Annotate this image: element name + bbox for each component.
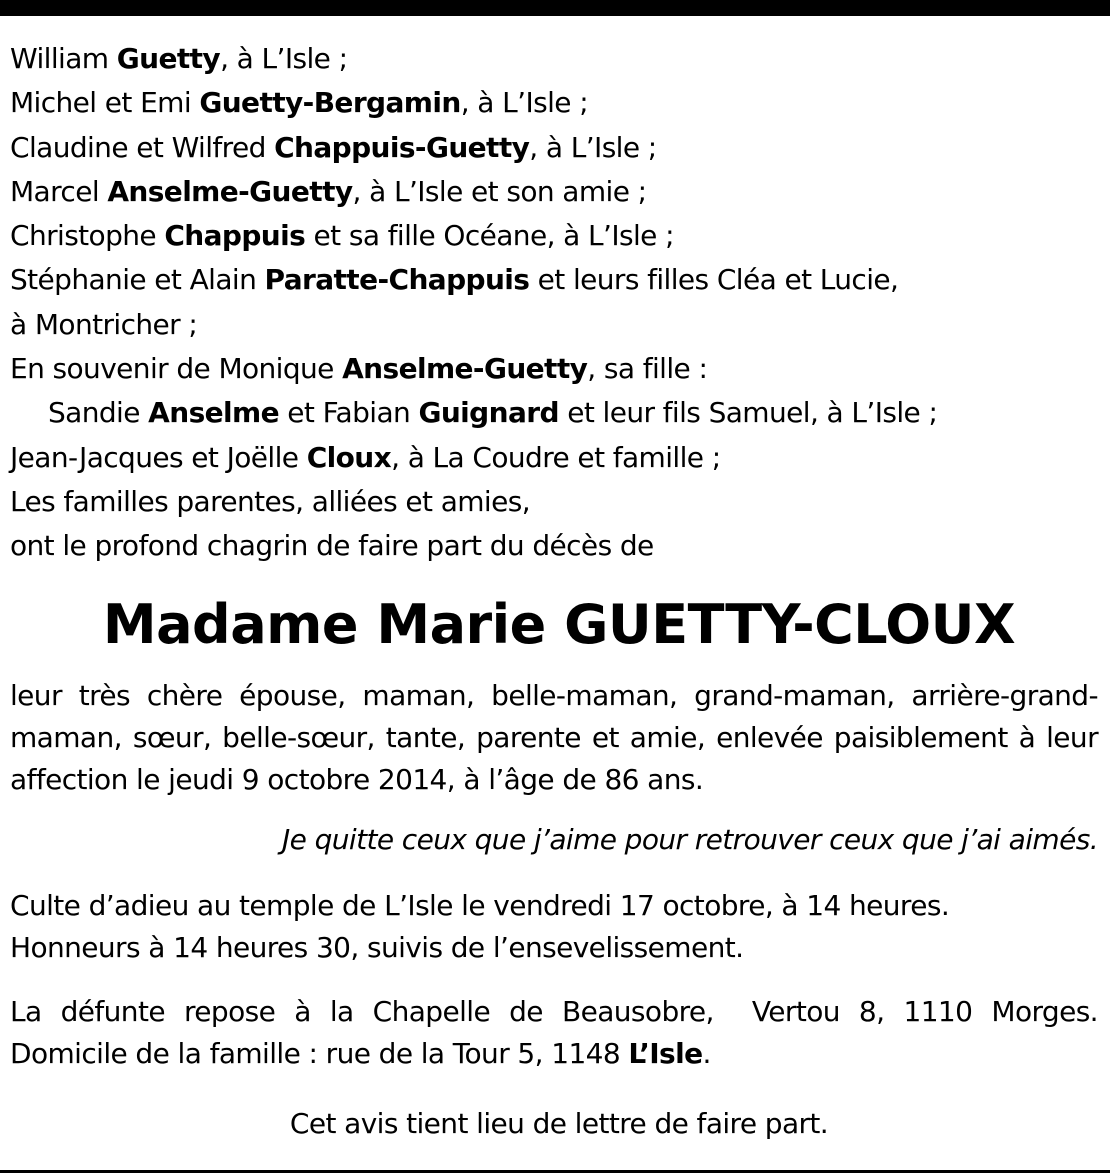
family-surname: Guetty-Bergamin — [199, 86, 461, 120]
family-surname: Cloux — [306, 440, 392, 474]
deceased-name: Madame Marie GUETTY-CLOUX — [102, 592, 1016, 656]
family-line-12: ont le profond chagrin de faire part du décès de — [10, 529, 654, 563]
family-line-2: Michel et Emi Guetty-Bergamin, à L’Isle ; — [10, 86, 589, 120]
family-line-3: Claudine et Wilfred Chappuis-Guetty, à L’Isle ; — [10, 130, 657, 164]
family-line-10: Jean-Jacques et Joëlle Cloux, à La Coudre et famille ; — [10, 440, 721, 474]
family-surname: Anselme-Guetty — [107, 174, 353, 208]
family-line-7: à Montricher ; — [10, 307, 198, 341]
family-surname: Anselme-Guetty — [342, 352, 588, 386]
family-list — [10, 37, 1098, 569]
domicile-town: L’Isle — [628, 1036, 703, 1070]
family-surname: Chappuis-Guetty — [274, 130, 530, 164]
service-info — [10, 885, 1098, 969]
closing-note: Cet avis tient lieu de lettre de faire part. — [289, 1106, 829, 1140]
family-line-11: Les familles parentes, alliées et amies, — [10, 484, 531, 518]
service-line-2: Honneurs à 14 heures 30, suivis de l’ensevelissement. — [10, 930, 744, 964]
family-surname: Anselme — [148, 396, 279, 430]
family-line-1: William Guetty, à L’Isle ; — [10, 42, 348, 75]
family-line-6: Stéphanie et Alain Paratte-Chappuis et leurs filles Cléa et Lucie, — [10, 263, 899, 297]
repose-line-2: Domicile de la famille : rue de la Tour 5, 1148 L’Isle. — [10, 1036, 711, 1070]
family-line-8: En souvenir de Monique Anselme-Guetty, sa fille : — [10, 352, 708, 386]
family-surname: Guetty — [116, 42, 221, 75]
family-surname: Paratte-Chappuis — [264, 263, 530, 297]
family-line-4: Marcel Anselme-Guetty, à L’Isle et son amie ; — [10, 174, 647, 208]
tribute-paragraph: leur très chère épouse, maman, belle-maman, grand-maman, arrière-grand-maman, sœur, belle-sœur, tante, parente et amie, enlevée paisiblement à leur affection le jeudi 9 octobre 2014, à l’âge de 86 ans. — [10, 678, 1098, 796]
bottom-rule — [0, 1170, 1110, 1173]
repose-line-1: La défunte repose à la Chapelle de Beausobre, Vertou 8, 1110 Morges. — [10, 994, 1098, 1028]
family-line-9: Sandie Anselme et Fabian Guignard et leur fils Samuel, à L’Isle ; — [48, 396, 938, 430]
family-line-5: Christophe Chappuis et sa fille Océane, à L’Isle ; — [10, 219, 674, 253]
service-line-1: Culte d’adieu au temple de L’Isle le vendredi 17 octobre, à 14 heures. — [10, 888, 950, 922]
family-surname: Guignard — [418, 396, 559, 430]
family-surname: Chappuis — [164, 219, 306, 253]
obituary-notice — [10, 37, 1098, 1145]
quote: Je quitte ceux que j’aime pour retrouver ceux que j’ai aimés. — [282, 822, 1098, 856]
top-rule — [0, 0, 1110, 16]
repose-info — [10, 991, 1098, 1075]
